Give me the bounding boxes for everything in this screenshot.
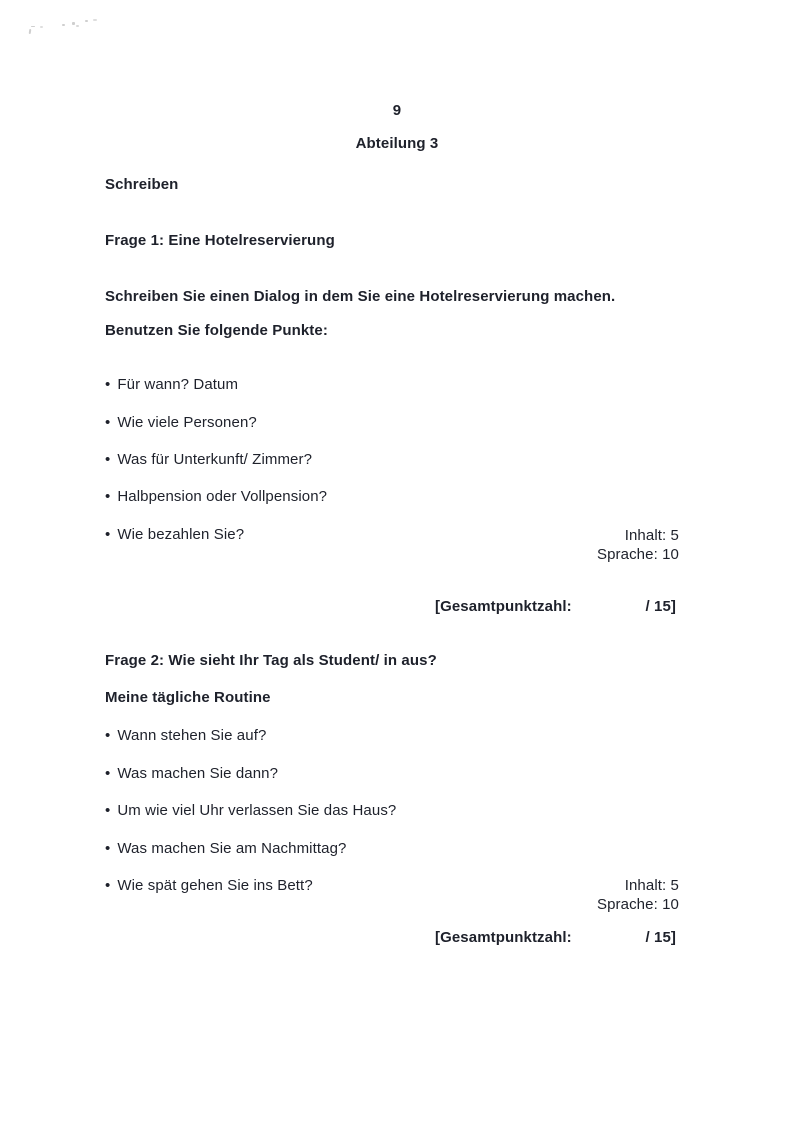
bullet-icon — [105, 376, 110, 393]
inhalt-score: Inhalt: 5 — [624, 527, 679, 544]
bullet-text: Um wie viel Uhr verlassen Sie das Haus? — [117, 802, 397, 819]
skill-heading: Schreiben — [105, 176, 179, 193]
sprache-score: Sprache: 10 — [597, 896, 679, 913]
bullet-text: Was machen Sie am Nachmittag? — [117, 840, 347, 857]
total-score-label: [Gesamtpunktzahl: — [435, 598, 572, 615]
list-item — [105, 487, 327, 506]
pencil-mark — [29, 29, 32, 34]
bullet-text: Wie viele Personen? — [117, 414, 257, 431]
bullet-text: Wie bezahlen Sie? — [117, 526, 245, 543]
pencil-mark — [85, 20, 88, 22]
bullet-text: Was für Unterkunft/ Zimmer? — [117, 451, 313, 468]
question1-title: Frage 1: Eine Hotelreservierung — [105, 232, 335, 249]
list-item — [105, 839, 346, 858]
pencil-mark — [62, 24, 65, 26]
list-item — [105, 450, 312, 469]
bullet-icon — [105, 765, 110, 782]
question2-title: Frage 2: Wie sieht Ihr Tag als Student/ in aus? — [105, 652, 437, 669]
bullet-text: Wie spät gehen Sie ins Bett? — [117, 877, 313, 894]
bullet-icon — [105, 877, 110, 894]
total-score-value: / 15] — [645, 929, 676, 946]
question1-instruction: Schreiben Sie einen Dialog in dem Sie eine Hotelreservierung machen. — [105, 288, 616, 305]
bullet-text: Für wann? Datum — [117, 376, 239, 393]
list-item — [105, 801, 396, 820]
bullet-text: Was machen Sie dann? — [117, 765, 279, 782]
question1-instruction2: Benutzen Sie folgende Punkte: — [105, 322, 328, 339]
sprache-score: Sprache: 10 — [597, 546, 679, 563]
bullet-text: Wann stehen Sie auf? — [117, 727, 267, 744]
question2-subtitle: Meine tägliche Routine — [105, 689, 271, 706]
list-item — [105, 525, 244, 544]
total-score-label: [Gesamtpunktzahl: — [435, 929, 572, 946]
bullet-text: Halbpension oder Vollpension? — [117, 488, 328, 505]
pencil-mark — [40, 26, 43, 28]
bullet-icon — [105, 451, 110, 468]
list-item — [105, 876, 313, 895]
section-title: Abteilung 3 — [355, 135, 439, 152]
pencil-mark — [93, 19, 97, 21]
bullet-icon — [105, 488, 110, 505]
bullet-icon — [105, 727, 110, 744]
question1-marks-block — [597, 526, 679, 564]
pencil-mark — [72, 22, 75, 25]
list-item — [105, 726, 266, 745]
page-number: 9 — [392, 102, 402, 119]
list-item — [105, 764, 278, 783]
inhalt-score: Inhalt: 5 — [624, 877, 679, 894]
total-score-value: / 15] — [645, 598, 676, 615]
question2-marks-block — [597, 876, 679, 914]
pencil-mark — [31, 26, 35, 27]
pencil-mark — [76, 25, 79, 27]
question1-total-score-line — [435, 597, 676, 616]
question2-total-score-line — [435, 928, 676, 947]
bullet-icon — [105, 526, 110, 543]
list-item — [105, 375, 238, 394]
bullet-icon — [105, 802, 110, 819]
bullet-icon — [105, 840, 110, 857]
list-item — [105, 413, 257, 432]
bullet-icon — [105, 414, 110, 431]
